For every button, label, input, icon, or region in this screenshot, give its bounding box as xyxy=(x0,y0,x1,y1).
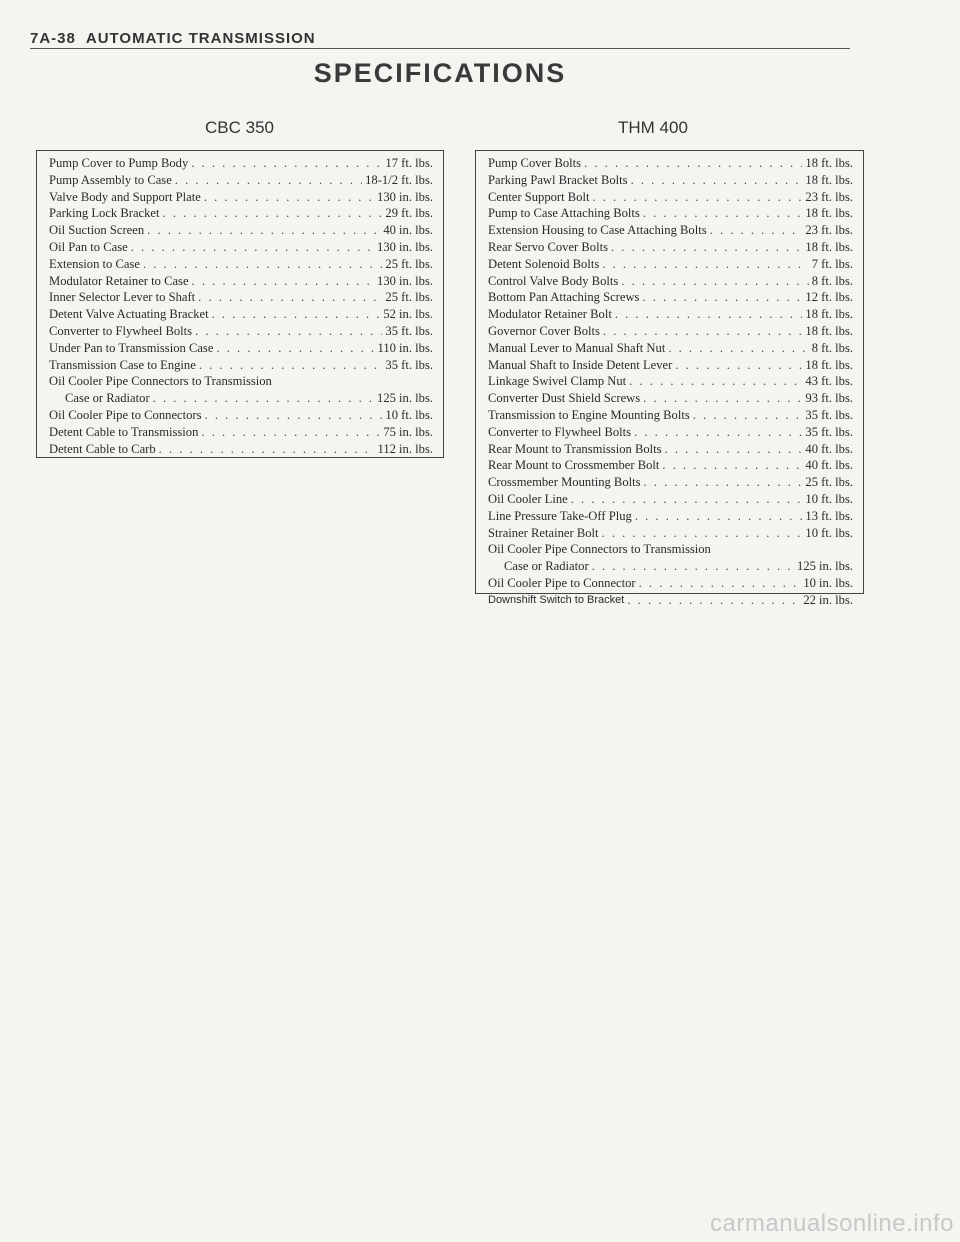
spec-label: Linkage Swivel Clamp Nut xyxy=(488,374,627,389)
spec-value: 40 ft. lbs. xyxy=(805,441,853,456)
spec-label: Detent Solenoid Bolts xyxy=(488,256,600,271)
spec-value: 18 ft. lbs. xyxy=(805,206,853,221)
spec-value: 8 ft. lbs. xyxy=(811,273,853,288)
spec-row xyxy=(49,407,433,424)
spec-row xyxy=(488,289,853,306)
spec-value: 22 in. lbs. xyxy=(803,592,853,607)
spec-row xyxy=(49,222,433,239)
spec-value: 23 ft. lbs. xyxy=(805,189,853,204)
watermark: carmanualsonline.info xyxy=(710,1210,954,1237)
spec-label: Detent Cable to Transmission xyxy=(49,424,199,439)
spec-label: Pump Assembly to Case xyxy=(49,172,172,187)
spec-label: Pump to Case Attaching Bolts xyxy=(488,206,640,221)
spec-label: Detent Cable to Carb xyxy=(49,441,156,456)
spec-label: Rear Mount to Transmission Bolts xyxy=(488,441,662,456)
spec-label: Control Valve Body Bolts xyxy=(488,273,619,288)
spec-value: 17 ft. lbs. xyxy=(385,156,433,170)
spec-value: 40 in. lbs. xyxy=(383,223,433,238)
spec-value: 130 in. lbs. xyxy=(377,189,433,204)
spec-label: Pump Cover Bolts xyxy=(488,156,582,170)
spec-label: Center Support Bolt xyxy=(488,189,590,204)
spec-row xyxy=(488,592,853,609)
spec-row-heading xyxy=(49,373,433,390)
spec-row xyxy=(488,172,853,189)
spec-row xyxy=(49,205,433,222)
spec-label: Oil Pan to Case xyxy=(49,239,128,254)
page-header xyxy=(30,30,316,47)
spec-row xyxy=(488,407,853,424)
spec-value: 13 ft. lbs. xyxy=(805,508,853,523)
spec-label: Oil Cooler Pipe Connectors to Transmission xyxy=(49,374,272,389)
spec-value: 18 ft. lbs. xyxy=(805,323,853,338)
spec-value: 35 ft. lbs. xyxy=(805,424,853,439)
spec-value: 18 ft. lbs. xyxy=(805,307,853,322)
spec-row xyxy=(488,441,853,458)
spec-row xyxy=(49,441,433,458)
spec-label: Oil Cooler Line xyxy=(488,491,568,506)
spec-label: Oil Suction Screen xyxy=(49,223,145,238)
spec-value: 23 ft. lbs. xyxy=(805,223,853,238)
spec-row xyxy=(488,575,853,592)
spec-label: Modulator Retainer to Case xyxy=(49,273,189,288)
spec-row xyxy=(488,357,853,374)
spec-row xyxy=(488,205,853,222)
spec-row xyxy=(488,306,853,323)
spec-value: 10 ft. lbs. xyxy=(805,491,853,506)
spec-row xyxy=(488,558,853,575)
spec-label: Rear Mount to Crossmember Bolt xyxy=(488,458,660,473)
spec-row xyxy=(488,273,853,290)
spec-row xyxy=(49,306,433,323)
spec-value: 18 ft. lbs. xyxy=(805,172,853,187)
spec-row xyxy=(488,222,853,239)
spec-row xyxy=(49,357,433,374)
spec-row xyxy=(49,256,433,273)
spec-row xyxy=(488,340,853,357)
spec-value: 35 ft. lbs. xyxy=(385,323,433,338)
spec-value: 18 ft. lbs. xyxy=(805,239,853,254)
spec-row xyxy=(488,155,853,172)
thm400-title: THM 400 xyxy=(618,118,688,137)
spec-value: 10 in. lbs. xyxy=(803,575,853,590)
spec-row xyxy=(488,256,853,273)
spec-row xyxy=(488,390,853,407)
spec-row xyxy=(49,189,433,206)
spec-label: Line Pressure Take-Off Plug xyxy=(488,508,632,523)
spec-label: Parking Pawl Bracket Bolts xyxy=(488,172,628,187)
spec-value: 35 ft. lbs. xyxy=(385,357,433,372)
spec-value: 25 ft. lbs. xyxy=(385,256,433,271)
spec-label: Crossmember Mounting Bolts xyxy=(488,475,641,490)
cbc350-spec-box xyxy=(36,150,444,458)
spec-value: 125 in. lbs. xyxy=(797,559,853,574)
spec-label: Transmission Case to Engine xyxy=(49,357,196,372)
spec-row xyxy=(49,390,433,407)
spec-row xyxy=(488,457,853,474)
spec-row xyxy=(49,155,433,172)
spec-label: Converter to Flywheel Bolts xyxy=(49,323,193,338)
spec-row xyxy=(49,340,433,357)
spec-label: Detent Valve Actuating Bracket xyxy=(49,307,209,322)
spec-row xyxy=(49,323,433,340)
spec-label: Oil Cooler Pipe Connectors to Transmission xyxy=(488,542,711,557)
spec-value: 130 in. lbs. xyxy=(377,239,433,254)
spec-row xyxy=(488,424,853,441)
spec-label: Downshift Switch to Bracket xyxy=(488,593,625,606)
spec-value: 18-1/2 ft. lbs. xyxy=(365,172,433,187)
page-reference: 7A-38 xyxy=(30,30,76,47)
spec-row xyxy=(49,424,433,441)
spec-value: 130 in. lbs. xyxy=(377,273,433,288)
spec-row xyxy=(49,172,433,189)
spec-label: Strainer Retainer Bolt xyxy=(488,525,599,540)
spec-value: 10 ft. lbs. xyxy=(385,407,433,422)
spec-label: Oil Cooler Pipe to Connector xyxy=(488,575,636,590)
spec-value: 40 ft. lbs. xyxy=(805,458,853,473)
spec-value: 125 in. lbs. xyxy=(377,391,433,406)
spec-row xyxy=(488,474,853,491)
spec-row xyxy=(49,289,433,306)
spec-row xyxy=(49,273,433,290)
spec-label: Manual Lever to Manual Shaft Nut xyxy=(488,340,666,355)
spec-value: 112 in. lbs. xyxy=(377,441,433,456)
spec-value: 110 in. lbs. xyxy=(377,340,433,355)
spec-value: 25 ft. lbs. xyxy=(385,290,433,305)
spec-value: 25 ft. lbs. xyxy=(805,475,853,490)
section-name: AUTOMATIC TRANSMISSION xyxy=(85,30,316,47)
thm400-spec-box xyxy=(475,150,864,607)
spec-value: 93 ft. lbs. xyxy=(805,391,853,406)
spec-label: Manual Shaft to Inside Detent Lever xyxy=(488,357,673,372)
spec-value: 7 ft. lbs. xyxy=(811,256,853,271)
spec-value: 8 ft. lbs. xyxy=(811,340,853,355)
spec-value: 75 in. lbs. xyxy=(383,424,433,439)
page-title: SPECIFICATIONS xyxy=(313,58,567,88)
spec-label: Under Pan to Transmission Case xyxy=(49,340,214,355)
spec-row xyxy=(488,373,853,390)
spec-row xyxy=(488,239,853,256)
spec-label: Extension Housing to Case Attaching Bolts xyxy=(488,223,707,238)
spec-row xyxy=(488,323,853,340)
cbc350-title: CBC 350 xyxy=(205,118,274,137)
spec-value: 12 ft. lbs. xyxy=(805,290,853,305)
spec-label: Modulator Retainer Bolt xyxy=(488,307,612,322)
spec-label: Oil Cooler Pipe to Connectors xyxy=(49,407,202,422)
spec-label: Rear Servo Cover Bolts xyxy=(488,239,608,254)
spec-row xyxy=(488,525,853,542)
spec-label: Bottom Pan Attaching Screws xyxy=(488,290,640,305)
spec-value: 18 ft. lbs. xyxy=(805,357,853,372)
spec-value: 52 in. lbs. xyxy=(383,307,433,322)
spec-label: Converter Dust Shield Screws xyxy=(488,391,641,406)
spec-value: 10 ft. lbs. xyxy=(805,525,853,540)
spec-label: Case or Radiator xyxy=(65,391,150,406)
spec-label: Parking Lock Bracket xyxy=(49,206,160,221)
spec-label: Governor Cover Bolts xyxy=(488,323,600,338)
spec-value: 35 ft. lbs. xyxy=(805,407,853,422)
spec-label: Pump Cover to Pump Body xyxy=(49,156,189,170)
spec-label: Inner Selector Lever to Shaft xyxy=(49,290,196,305)
spec-row-heading xyxy=(488,541,853,558)
spec-value: 43 ft. lbs. xyxy=(805,374,853,389)
spec-label: Valve Body and Support Plate xyxy=(49,189,201,204)
spec-label: Converter to Flywheel Bolts xyxy=(488,424,632,439)
spec-value: 18 ft. lbs. xyxy=(805,156,853,170)
spec-row xyxy=(488,189,853,206)
spec-label: Transmission to Engine Mounting Bolts xyxy=(488,407,690,422)
spec-label: Extension to Case xyxy=(49,256,140,271)
spec-row xyxy=(488,491,853,508)
spec-label: Case or Radiator xyxy=(504,559,589,574)
spec-row xyxy=(49,239,433,256)
spec-row xyxy=(488,508,853,525)
header-rule xyxy=(30,48,850,49)
spec-value: 29 ft. lbs. xyxy=(385,206,433,221)
